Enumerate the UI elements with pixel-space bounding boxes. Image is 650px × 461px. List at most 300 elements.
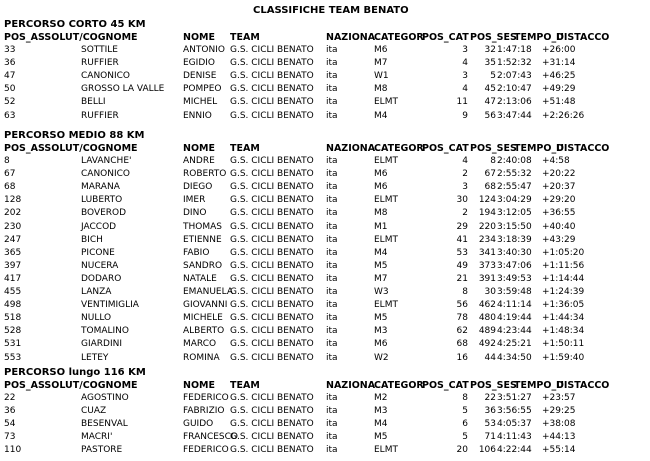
cell-tempo: 4:34:50 [497,352,532,363]
cell-pos-sesso: 44 [484,352,496,363]
cell-nazionalita: ita [326,313,338,324]
table-row [4,234,644,247]
cell-tempo: 4:11:43 [497,432,532,443]
cell-nazionalita: ita [326,273,338,284]
table-row [4,44,644,57]
cell-cognome: LANZA [81,287,112,298]
cell-distacco: +1:50:11 [542,339,585,350]
cell-pos-assoluta: 67 [4,169,16,180]
cell-cognome: LETEY [81,352,109,363]
cell-cognome: SOTTILE [81,45,118,56]
cell-nazionalita: ita [326,110,338,121]
cell-tempo: 4:23:44 [497,326,532,337]
cell-nazionalita: ita [326,339,338,350]
table-row [4,273,644,286]
cell-pos-sesso: 5 [490,71,496,82]
header-nazionalita: NAZIONA [326,380,376,391]
cell-nazionalita: ita [326,58,338,69]
table-row [4,221,644,234]
table-row [4,110,644,123]
cell-nazionalita: ita [326,419,338,430]
header-pos-cat: POS_CAT [422,32,469,43]
cell-nazionalita: ita [326,71,338,82]
cell-nome: MICHEL [183,97,218,108]
cell-distacco: +40:40 [542,221,576,232]
header-pos-sesso: POS_SES [470,143,517,154]
cell-cognome: JACCOD [81,221,117,232]
header-nome: NOME [183,143,215,154]
cell-tempo: 2:07:43 [497,71,532,82]
cell-team: G.S. CICLI BENATO [230,260,314,271]
cell-team: G.S. CICLI BENATO [230,393,314,404]
cell-categoria: W3 [374,287,389,298]
cell-distacco: +51:48 [542,97,576,108]
cell-categoria: M5 [374,432,388,443]
cell-pos-cat: 62 [456,326,468,337]
cell-tempo: 3:49:53 [497,273,532,284]
cell-cognome: BESENVAL [81,419,128,430]
cell-pos-sesso: 106 [478,445,496,456]
cell-team: G.S. CICLI BENATO [230,406,314,417]
cell-nome: EMANUELA [183,287,233,298]
cell-pos-assoluta: 68 [4,182,16,193]
cell-nazionalita: ita [326,406,338,417]
header-distacco: DISTACCO [556,380,610,391]
cell-cognome: AGOSTINO [81,393,129,404]
cell-pos-sesso: 341 [478,247,496,258]
cell-distacco: +1:05:20 [542,247,585,258]
table-row [4,57,644,70]
cell-nazionalita: ita [326,45,338,56]
cell-pos-sesso: 234 [478,234,496,245]
cell-pos-cat: 8 [462,393,468,404]
cell-nome: ROMINA [183,352,220,363]
cell-cognome: BICH [81,234,103,245]
cell-pos-assoluta: 498 [4,300,22,311]
cell-tempo: 2:13:06 [497,97,532,108]
cell-tempo: 3:59:48 [497,287,532,298]
cell-team: G.S. CICLI BENATO [230,156,314,167]
header-categoria: CATEGOR [374,380,424,391]
cell-nome: NATALE [183,273,217,284]
cell-tempo: 3:51:27 [497,393,532,404]
cell-pos-sesso: 462 [478,300,496,311]
cell-categoria: M6 [374,182,388,193]
cell-distacco: +44:13 [542,432,576,443]
cell-pos-cat: 3 [462,182,468,193]
cell-pos-sesso: 480 [478,313,496,324]
cell-tempo: 4:05:37 [497,419,532,430]
header-pos-sesso: POS_SES [470,32,517,43]
cell-tempo: 4:19:44 [497,313,532,324]
header-team: TEAM [230,143,260,154]
cell-team: G.S. CICLI BENATO [230,208,314,219]
cell-pos-assoluta: 528 [4,326,22,337]
cell-categoria: M6 [374,339,388,350]
table-row [4,70,644,83]
cell-distacco: +1:36:05 [542,300,585,311]
table-row [4,207,644,220]
cell-nazionalita: ita [326,393,338,404]
cell-nazionalita: ita [326,169,338,180]
header-tempo: TEMPO_U [514,143,564,154]
cell-nazionalita: ita [326,182,338,193]
cell-categoria: M4 [374,247,388,258]
cell-nazionalita: ita [326,326,338,337]
cell-distacco: +31:14 [542,58,576,69]
cell-distacco: +43:29 [542,234,576,245]
cell-pos-assoluta: 47 [4,71,16,82]
cell-nome: FABRIZIO [183,406,225,417]
cell-pos-cat: 11 [456,97,468,108]
header-pos-sesso: POS_SES [470,380,517,391]
cell-tempo: 3:56:55 [497,406,532,417]
header-categoria: CATEGOR [374,143,424,154]
cell-pos-cat: 16 [456,352,468,363]
cell-tempo: 4:11:14 [497,300,532,311]
cell-pos-assoluta: 397 [4,260,22,271]
cell-pos-cat: 5 [462,432,468,443]
header-row [4,31,644,44]
cell-pos-assoluta: 52 [4,97,16,108]
cell-tempo: 2:55:47 [497,182,532,193]
cell-distacco: +55:14 [542,445,576,456]
cell-pos-assoluta: 202 [4,208,22,219]
table-row [4,260,644,273]
cell-nazionalita: ita [326,287,338,298]
cell-tempo: 3:47:44 [497,110,532,121]
cell-tempo: 3:04:29 [497,195,532,206]
cell-pos-sesso: 47 [484,97,496,108]
header-row [4,142,644,155]
cell-tempo: 3:18:39 [497,234,532,245]
cell-categoria: M6 [374,45,388,56]
cell-cognome: NULLO [81,313,112,324]
cell-nome: ENNIO [183,110,212,121]
cell-pos-assoluta: 417 [4,273,22,284]
cell-team: G.S. CICLI BENATO [230,300,314,311]
cell-pos-cat: 78 [456,313,468,324]
cell-team: G.S. CICLI BENATO [230,287,314,298]
table-row [4,181,644,194]
cell-cognome: GIARDINI [81,339,123,350]
cell-nazionalita: ita [326,300,338,311]
cell-distacco: +1:14:44 [542,273,585,284]
cell-pos-assoluta: 22 [4,393,16,404]
cell-pos-cat: 8 [462,287,468,298]
cell-tempo: 3:40:30 [497,247,532,258]
header-pos-cat: POS_CAT [422,143,469,154]
header-row [4,379,644,392]
cell-distacco: +49:29 [542,84,576,95]
table-row [4,325,644,338]
cell-tempo: 1:52:32 [497,58,532,69]
cell-cognome: GROSSO LA VALLE [81,84,165,95]
header-pos-cat: POS_CAT [422,380,469,391]
cell-tempo: 3:12:05 [497,208,532,219]
cell-team: G.S. CICLI BENATO [230,195,314,206]
cell-cognome: PICONE [81,247,115,258]
cell-team: G.S. CICLI BENATO [230,445,314,456]
header-distacco: DISTACCO [556,143,610,154]
cell-distacco: +36:55 [542,208,576,219]
cell-pos-assoluta: 365 [4,247,22,258]
cell-nazionalita: ita [326,208,338,219]
cell-categoria: M8 [374,84,388,95]
cell-team: G.S. CICLI BENATO [230,97,314,108]
cell-cognome: RUFFIER [81,110,119,121]
table-row [4,155,644,168]
section-title: PERCORSO lungo 116 KM [4,367,146,378]
cell-pos-sesso: 22 [484,393,496,404]
cell-distacco: +1:11:56 [542,260,585,271]
cell-categoria: M3 [374,406,388,417]
cell-pos-cat: 56 [456,300,468,311]
cell-nazionalita: ita [326,432,338,443]
cell-pos-sesso: 56 [484,110,496,121]
cell-cognome: BOVEROD [81,208,127,219]
cell-distacco: +1:59:40 [542,352,585,363]
cell-pos-cat: 3 [462,45,468,56]
cell-team: G.S. CICLI BENATO [230,84,314,95]
cell-nazionalita: ita [326,352,338,363]
cell-distacco: +38:08 [542,419,576,430]
cell-categoria: M8 [374,208,388,219]
cell-pos-sesso: 32 [484,45,496,56]
cell-pos-cat: 49 [456,260,468,271]
cell-cognome: VENTIMIGLIA [81,300,139,311]
cell-tempo: 3:15:50 [497,221,532,232]
cell-pos-sesso: 492 [478,339,496,350]
cell-nome: DENISE [183,71,217,82]
cell-nome: POMPEO [183,84,222,95]
cell-nome: FRANCESCO [183,432,239,443]
cell-distacco: +46:25 [542,71,576,82]
header-tempo: TEMPO_U [514,32,564,43]
cell-categoria: W2 [374,352,389,363]
header-nazionalita: NAZIONA [326,32,376,43]
table-row [4,286,644,299]
cell-pos-assoluta: 73 [4,432,16,443]
cell-team: G.S. CICLI BENATO [230,273,314,284]
cell-pos-sesso: 373 [478,260,496,271]
cell-cognome: CANONICO [81,71,131,82]
cell-distacco: +2:26:26 [542,110,585,121]
cell-distacco: +1:24:39 [542,287,585,298]
cell-nome: DINO [183,208,207,219]
header-team: TEAM [230,32,260,43]
cell-pos-cat: 5 [462,406,468,417]
table-row [4,392,644,405]
cell-team: G.S. CICLI BENATO [230,169,314,180]
cell-pos-assoluta: 54 [4,419,16,430]
header-nazionalita: NAZIONA [326,143,376,154]
table-row [4,299,644,312]
cell-distacco: +4:58 [542,156,570,167]
table-row [4,352,644,365]
table-row [4,312,644,325]
cell-categoria: W1 [374,71,389,82]
cell-team: G.S. CICLI BENATO [230,313,314,324]
table-row [4,247,644,260]
results-section [4,367,644,458]
cell-pos-assoluta: 36 [4,406,16,417]
cell-distacco: +1:44:34 [542,313,585,324]
cell-team: G.S. CICLI BENATO [230,432,314,443]
header-categoria: CATEGOR [374,32,424,43]
table-row [4,338,644,351]
cell-categoria: ELMT [374,97,398,108]
cell-nome: IMER [183,195,206,206]
cell-pos-sesso: 124 [478,195,496,206]
header-nome: NOME [183,380,215,391]
table-row [4,444,644,457]
cell-pos-assoluta: 455 [4,287,22,298]
cell-pos-sesso: 220 [478,221,496,232]
cell-nome: DIEGO [183,182,213,193]
cell-categoria: M3 [374,326,388,337]
cell-categoria: M7 [374,58,388,69]
cell-nazionalita: ita [326,84,338,95]
cell-team: G.S. CICLI BENATO [230,419,314,430]
table-row [4,168,644,181]
table-row [4,83,644,96]
cell-nazionalita: ita [326,221,338,232]
cell-pos-sesso: 67 [484,169,496,180]
cell-pos-sesso: 194 [478,208,496,219]
cell-pos-cat: 2 [462,208,468,219]
cell-pos-assoluta: 531 [4,339,22,350]
cell-tempo: 2:55:32 [497,169,532,180]
cell-pos-cat: 2 [462,169,468,180]
cell-tempo: 4:25:21 [497,339,532,350]
table-row [4,405,644,418]
cell-nazionalita: ita [326,247,338,258]
section-title: PERCORSO MEDIO 88 KM [4,130,145,141]
cell-nazionalita: ita [326,97,338,108]
cell-pos-cat: 20 [456,445,468,456]
cell-pos-assoluta: 518 [4,313,22,324]
header-distacco: DISTACCO [556,32,610,43]
cell-pos-cat: 41 [456,234,468,245]
cell-categoria: M5 [374,260,388,271]
results-section [4,19,644,123]
cell-team: G.S. CICLI BENATO [230,247,314,258]
cell-cognome: BELLI [81,97,106,108]
cell-pos-cat: 68 [456,339,468,350]
cell-distacco: +1:48:34 [542,326,585,337]
cell-cognome: CANONICO [81,169,131,180]
cell-tempo: 2:40:08 [497,156,532,167]
cell-cognome: TOMALINO [81,326,129,337]
cell-distacco: +29:20 [542,195,576,206]
cell-distacco: +26:00 [542,45,576,56]
table-row [4,431,644,444]
cell-nome: ETIENNE [183,234,222,245]
cell-cognome: MARANA [81,182,120,193]
cell-cognome: LUBERTO [81,195,123,206]
cell-pos-assoluta: 33 [4,45,16,56]
cell-pos-sesso: 30 [484,287,496,298]
table-row [4,96,644,109]
cell-distacco: +20:22 [542,169,576,180]
cell-cognome: NUCERA [81,260,119,271]
cell-categoria: M4 [374,419,388,430]
cell-cognome: CUAZ [81,406,107,417]
header-nome: NOME [183,32,215,43]
cell-nome: ROBERTO [183,169,227,180]
cell-categoria: M6 [374,169,388,180]
header-pos-cognome: POS_ASSOLUT/COGNOME [4,32,138,43]
results-section [4,130,644,365]
cell-categoria: ELMT [374,234,398,245]
cell-nome: EGIDIO [183,58,215,69]
cell-nome: SANDRO [183,260,223,271]
cell-team: G.S. CICLI BENATO [230,221,314,232]
cell-distacco: +29:25 [542,406,576,417]
cell-nazionalita: ita [326,260,338,271]
cell-nome: GIOVANNI [183,300,228,311]
cell-team: G.S. CICLI BENATO [230,339,314,350]
cell-cognome: LAVANCHE' [81,156,132,167]
table-row [4,194,644,207]
header-tempo: TEMPO_U [514,380,564,391]
page-title: CLASSIFICHE TEAM BENATO [253,5,409,16]
cell-team: G.S. CICLI BENATO [230,71,314,82]
cell-pos-sesso: 8 [490,156,496,167]
cell-pos-cat: 3 [462,71,468,82]
cell-categoria: ELMT [374,195,398,206]
cell-distacco: +23:57 [542,393,576,404]
cell-nome: FEDERICO [183,445,229,456]
cell-nome: MARCO [183,339,217,350]
cell-pos-cat: 4 [462,84,468,95]
cell-team: G.S. CICLI BENATO [230,182,314,193]
cell-nazionalita: ita [326,156,338,167]
header-team: TEAM [230,380,260,391]
cell-team: G.S. CICLI BENATO [230,45,314,56]
cell-tempo: 3:47:06 [497,260,532,271]
cell-pos-assoluta: 8 [4,156,10,167]
cell-pos-sesso: 36 [484,406,496,417]
cell-cognome: MACRI' [81,432,113,443]
cell-pos-sesso: 68 [484,182,496,193]
cell-tempo: 2:10:47 [497,84,532,95]
cell-cognome: DODARO [81,273,122,284]
cell-nome: FABIO [183,247,210,258]
cell-nazionalita: ita [326,195,338,206]
cell-pos-assoluta: 63 [4,110,16,121]
cell-pos-sesso: 45 [484,84,496,95]
cell-pos-assoluta: 128 [4,195,22,206]
cell-cognome: RUFFIER [81,58,119,69]
header-pos-cognome: POS_ASSOLUT/COGNOME [4,143,138,154]
cell-categoria: ELMT [374,445,398,456]
section-title: PERCORSO CORTO 45 KM [4,19,146,30]
header-pos-cognome: POS_ASSOLUT/COGNOME [4,380,138,391]
cell-categoria: M7 [374,273,388,284]
cell-categoria: ELMT [374,156,398,167]
cell-categoria: M5 [374,313,388,324]
cell-pos-cat: 21 [456,273,468,284]
cell-nome: ALBERTO [183,326,225,337]
cell-pos-sesso: 391 [478,273,496,284]
cell-nome: FEDERICO [183,393,229,404]
cell-nazionalita: ita [326,445,338,456]
cell-categoria: M2 [374,393,388,404]
cell-categoria: M1 [374,221,388,232]
cell-pos-assoluta: 553 [4,352,22,363]
